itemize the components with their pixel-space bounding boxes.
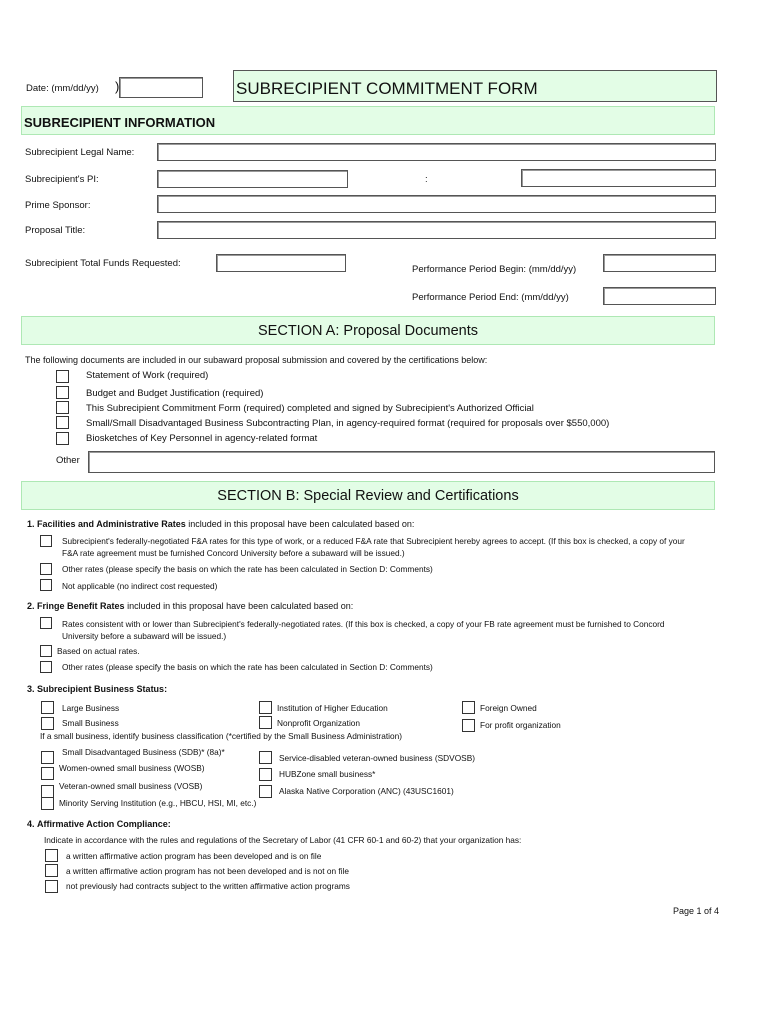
q3-label-sdb: Small Disadvantaged Business (SDB)* (8a)* [62,747,225,757]
q3-small-note: If a small business, identify business classification (*certified by the Small Business Administration) [40,731,402,741]
q3-label-foreign: Foreign Owned [480,703,537,713]
date-label: Date: (mm/dd/yy) [26,83,99,94]
q1-option-negotiated-cont: F&A rate agreement must be furnished Concord University before a subaward will be issued.) [62,548,405,558]
q3-label-for-profit: For profit organization [480,720,561,730]
doc-checkbox-sow[interactable] [56,370,69,383]
q1-option-na: Not applicable (no indirect cost requested) [62,581,218,591]
q3-label-large-business: Large Business [62,703,120,713]
q3-checkbox-nonprofit[interactable] [259,716,272,729]
q2-checkbox-consistent[interactable] [40,617,52,629]
q2-number: 2. [27,601,35,611]
doc-checkbox-budget[interactable] [56,386,69,399]
q1-rest: included in this proposal have been calculated based on: [188,519,415,529]
q4-checkbox-not-developed[interactable] [45,864,58,877]
q3-checkbox-small-business[interactable] [41,717,54,730]
q3-checkbox-msi[interactable] [41,797,54,810]
q3-checkbox-wosb[interactable] [41,767,54,780]
date-paren: ) [115,79,120,94]
prime-sponsor-input[interactable] [157,195,716,213]
q4-option-developed: a written affirmative action program has been developed and is on file [66,851,322,861]
subrecipient-info-band [21,106,715,135]
q3-checkbox-sdvosb[interactable] [259,751,272,764]
q3-number: 3. [27,684,35,694]
doc-label-commitment-form: This Subrecipient Commitment Form (required) completed and signed by Subrecipient's Authorized Official [86,403,534,414]
section-b-band [21,481,715,510]
prime-sponsor-label: Prime Sponsor: [25,200,91,211]
section-a-title: SECTION A: Proposal Documents [258,323,478,339]
q4-checkbox-no-contracts[interactable] [45,880,58,893]
q3-label-hubzone: HUBZone small business* [279,769,376,779]
q4-bold: Affirmative Action Compliance: [37,819,171,829]
pi-label: Subrecipient's PI: [25,174,99,185]
q2-checkbox-other[interactable] [40,661,52,673]
pi-extra-input[interactable] [521,169,716,187]
q3-checkbox-higher-ed[interactable] [259,701,272,714]
q3-heading [27,684,167,694]
q4-checkbox-developed[interactable] [45,849,58,862]
period-end-label: Performance Period End: (mm/dd/yy) [412,292,569,303]
q3-bold: Subrecipient Business Status: [37,684,168,694]
q3-label-small-business: Small Business [62,718,119,728]
q3-label-msi: Minority Serving Institution (e.g., HBCU, HSI, MI, etc.) [59,798,257,808]
q2-option-consistent: Rates consistent with or lower than Subrecipient's federally-negotiated rates. (If this box is checked, a copy of your FB rate agreement must be furnished to Concord [62,619,665,629]
doc-label-biosketches: Biosketches of Key Personnel in agency-related format [86,433,318,444]
q3-label-anc: Alaska Native Corporation (ANC) (43USC1601) [279,786,454,796]
q3-label-wosb: Women-owned small business (WOSB) [59,763,205,773]
period-end-input[interactable] [603,287,716,305]
q2-option-other: Other rates (please specify the basis on which the rate has been calculated in Section D: Comments) [62,662,433,672]
page-number: Page 1 of 4 [673,906,720,916]
q1-checkbox-other[interactable] [40,563,52,575]
q3-label-vosb: Veteran-owned small business (VOSB) [59,781,203,791]
total-funds-input[interactable] [216,254,346,272]
doc-label-subcontracting-plan: Small/Small Disadvantaged Business Subcontracting Plan, in agency-required format (required for proposals over $550,000) [86,418,610,429]
total-funds-label: Subrecipient Total Funds Requested: [25,258,181,269]
other-label: Other [56,455,80,466]
q4-option-no-contracts: not previously had contracts subject to the written affirmative action programs [66,881,350,891]
form-title-box [233,70,717,102]
q1-checkbox-na[interactable] [40,579,52,591]
doc-label-sow: Statement of Work (required) [86,370,209,381]
subrecipient-info-heading: SUBRECIPIENT INFORMATION [24,115,216,130]
date-input[interactable] [119,77,203,98]
pi-separator: : [425,174,428,185]
q3-checkbox-for-profit[interactable] [462,719,475,732]
period-begin-label: Performance Period Begin: (mm/dd/yy) [412,264,577,275]
q3-checkbox-large-business[interactable] [41,701,54,714]
q3-checkbox-foreign[interactable] [462,701,475,714]
form-title: SUBRECIPIENT COMMITMENT FORM [236,79,538,98]
q1-option-negotiated: Subrecipient's federally-negotiated F&A rates for this type of work, or a reduced F&A rate that Subrecipient hereby agrees to accept. (If this box is checked, a copy of your [62,536,685,546]
q1-option-other: Other rates (please specify the basis on which the rate has been calculated in Section D: Comments) [62,564,433,574]
q3-label-sdvosb: Service-disabled veteran-owned business (SDVOSB) [279,753,475,763]
q1-checkbox-negotiated[interactable] [40,535,52,547]
q4-heading [27,819,171,829]
q2-rest: included in this proposal have been calculated based on: [127,601,354,611]
legal-name-label: Subrecipient Legal Name: [25,147,135,158]
doc-label-budget: Budget and Budget Justification (required) [86,388,264,399]
section-a-intro: The following documents are included in our subaward proposal submission and covered by the certifications below: [25,355,488,365]
q3-checkbox-hubzone[interactable] [259,768,272,781]
q1-heading [27,519,414,529]
doc-checkbox-commitment-form[interactable] [56,401,69,414]
q3-label-nonprofit: Nonprofit Organization [277,718,361,728]
doc-checkbox-subcontracting-plan[interactable] [56,416,69,429]
section-b-title: SECTION B: Special Review and Certifications [217,488,519,504]
q4-intro: Indicate in accordance with the rules and regulations of the Secretary of Labor (41 CFR 60-1 and 60-2) that your organization has: [44,835,522,845]
period-begin-input[interactable] [603,254,716,272]
proposal-title-input[interactable] [157,221,716,239]
doc-checkbox-biosketches[interactable] [56,432,69,445]
q2-option-actual: Based on actual rates. [57,646,140,656]
q2-bold: Fringe Benefit Rates [37,601,125,611]
pi-input[interactable] [157,170,348,188]
other-documents-input[interactable] [88,451,715,473]
q2-option-consistent-cont: University before a subaward will be issued.) [62,631,227,641]
proposal-title-label: Proposal Title: [25,225,86,236]
q3-checkbox-anc[interactable] [259,785,272,798]
q3-label-higher-ed: Institution of Higher Education [277,703,388,713]
q2-heading [27,601,353,611]
q4-option-not-developed: a written affirmative action program has not been developed and is not on file [66,866,350,876]
q3-checkbox-sdb[interactable] [41,751,54,764]
q4-number: 4. [27,819,35,829]
q2-checkbox-actual[interactable] [40,645,52,657]
section-a-band [21,316,715,345]
q1-number: 1. [27,519,35,529]
q1-bold: Facilities and Administrative Rates [37,519,186,529]
legal-name-input[interactable] [157,143,716,161]
